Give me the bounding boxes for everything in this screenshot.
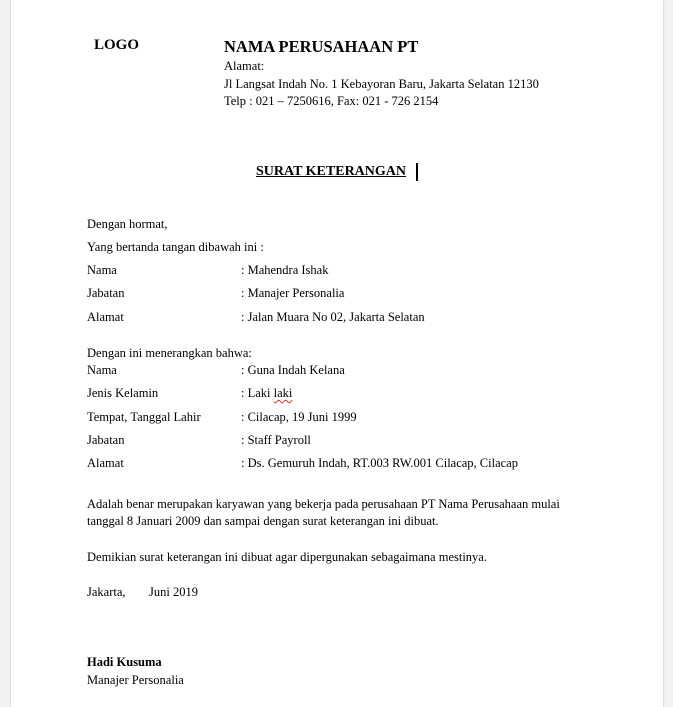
- employee-position-value: : Staff Payroll: [241, 433, 311, 447]
- signer-intro: Yang bertanda tangan dibawah ini :: [87, 240, 264, 254]
- employee-birth-value: : Cilacap, 19 Juni 1999: [241, 410, 357, 424]
- employee-position-label: Jabatan: [87, 433, 125, 447]
- company-name: NAMA PERUSAHAAN PT: [224, 37, 419, 56]
- employee-address-label: Alamat: [87, 456, 124, 470]
- text-cursor: [416, 163, 418, 181]
- address-label: Alamat:: [224, 59, 265, 73]
- signer-position-value: : Manajer Personalia: [241, 286, 345, 300]
- signatory-position: Manajer Personalia: [87, 673, 184, 687]
- employee-name-value: : Guna Indah Kelana: [241, 363, 345, 377]
- body-paragraph-line2: tanggal 8 Januari 2009 dan sampai dengan surat keterangan ini dibuat.: [87, 514, 439, 528]
- logo-placeholder: LOGO: [94, 37, 140, 53]
- greeting: Dengan hormat,: [87, 217, 168, 231]
- employee-gender-value: [241, 386, 292, 401]
- document-title: SURAT KETERANGAN: [256, 164, 407, 179]
- statement-intro: Dengan ini menerangkan bahwa:: [87, 346, 252, 360]
- company-address: Jl Langsat Indah No. 1 Kebayoran Baru, Jakarta Selatan 12130: [224, 77, 539, 91]
- date: Juni 2019: [149, 585, 198, 599]
- employee-address-value: : Ds. Gemuruh Indah, RT.003 RW.001 Cilacap, Cilacap: [241, 456, 518, 470]
- employee-gender-label: Jenis Kelamin: [87, 386, 159, 400]
- employee-gender-text: : Laki: [241, 386, 274, 400]
- document-page[interactable]: [11, 0, 663, 707]
- signer-address-label: Alamat: [87, 310, 124, 324]
- spellcheck-flagged-word[interactable]: laki: [273, 386, 293, 400]
- signatory-name: Hadi Kusuma: [87, 655, 162, 669]
- signer-name-label: Nama: [87, 263, 117, 277]
- signer-address-value: : Jalan Muara No 02, Jakarta Selatan: [241, 310, 425, 324]
- employee-name-label: Nama: [87, 363, 117, 377]
- body-paragraph-line1: Adalah benar merupakan karyawan yang bekerja pada perusahaan PT Nama Perusahaan mulai: [87, 497, 560, 511]
- place: Jakarta,: [87, 585, 126, 599]
- signer-position-label: Jabatan: [87, 286, 125, 300]
- company-contact: Telp : 021 – 7250616, Fax: 021 - 726 2154: [224, 94, 439, 108]
- signer-name-value: : Mahendra Ishak: [241, 263, 329, 277]
- employee-birth-label: Tempat, Tanggal Lahir: [87, 410, 201, 424]
- closing-sentence: Demikian surat keterangan ini dibuat agar dipergunakan sebagaimana mestinya.: [87, 550, 487, 564]
